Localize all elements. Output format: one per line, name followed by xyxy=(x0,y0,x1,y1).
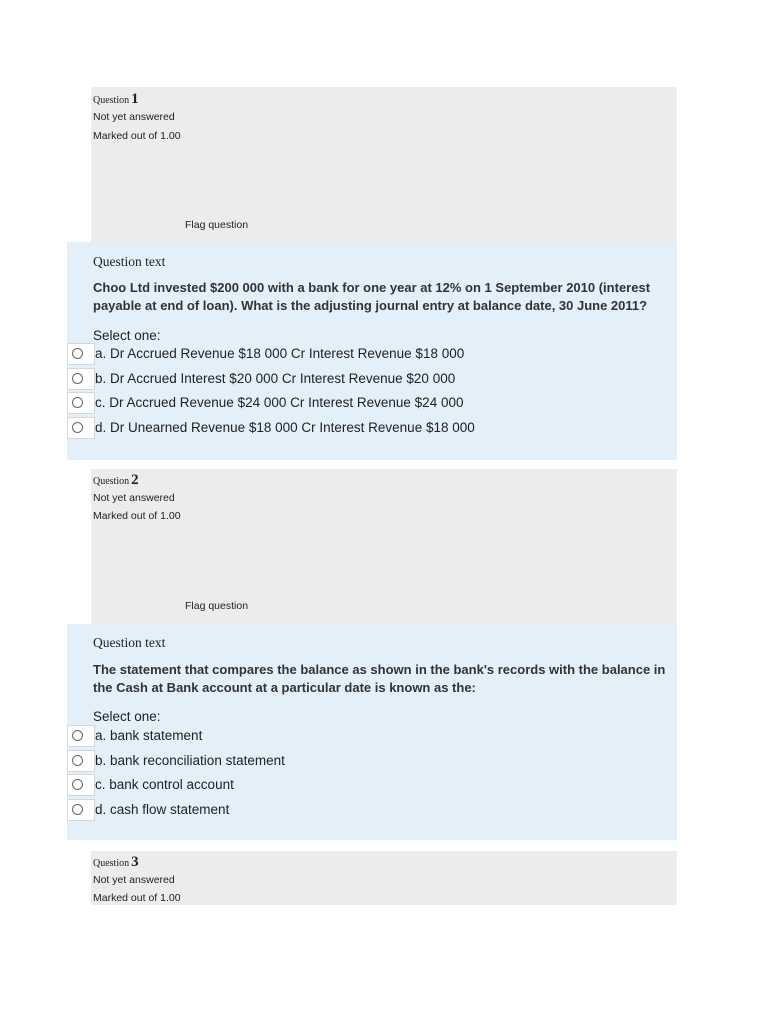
radio-icon[interactable] xyxy=(72,779,83,790)
question-1-info xyxy=(91,87,677,242)
answer-option-label[interactable]: d. Dr Unearned Revenue $18 000 Cr Interest Revenue $18 000 xyxy=(95,420,475,435)
question-2-content xyxy=(67,624,677,840)
question-label: Question xyxy=(93,95,130,106)
question-text: The statement that compares the balance as shown in the bank's records with the balance in the Cash at Bank account at a particular date is known as the: xyxy=(93,662,666,695)
question-marks: Marked out of 1.00 xyxy=(93,510,181,522)
answer-option-label[interactable]: c. Dr Accrued Revenue $24 000 Cr Interest Revenue $24 000 xyxy=(95,395,464,410)
radio-box[interactable] xyxy=(67,368,95,390)
answer-option[interactable] xyxy=(67,799,667,823)
question-number-value: 1 xyxy=(131,91,139,107)
answer-option[interactable] xyxy=(67,417,667,441)
answer-option-label[interactable]: d. cash flow statement xyxy=(95,802,230,817)
answer-option-label[interactable]: a. Dr Accrued Revenue $18 000 Cr Interest Revenue $18 000 xyxy=(95,346,465,361)
radio-box[interactable] xyxy=(67,725,95,747)
radio-icon[interactable] xyxy=(72,373,83,384)
question-number xyxy=(93,472,139,489)
answer-option-label[interactable]: c. bank control account xyxy=(95,777,234,792)
question-number-value: 3 xyxy=(131,854,139,870)
question-text-label: Question text xyxy=(93,635,166,650)
answer-option[interactable] xyxy=(67,725,667,749)
answer-option[interactable] xyxy=(67,343,667,367)
flag-question-link[interactable]: Flag question xyxy=(185,600,249,612)
radio-icon[interactable] xyxy=(72,422,83,433)
question-state: Not yet answered xyxy=(93,492,175,504)
flag-question-link[interactable]: Flag question xyxy=(185,219,249,231)
question-state: Not yet answered xyxy=(93,111,175,123)
answer-option-label[interactable]: b. bank reconciliation statement xyxy=(95,753,285,768)
question-2-info xyxy=(91,469,677,624)
question-state: Not yet answered xyxy=(93,874,175,886)
answer-option[interactable] xyxy=(67,368,667,392)
radio-icon[interactable] xyxy=(72,730,83,741)
radio-box[interactable] xyxy=(67,750,95,772)
select-one-label: Select one: xyxy=(93,328,161,343)
radio-icon[interactable] xyxy=(72,348,83,359)
radio-icon[interactable] xyxy=(72,397,83,408)
radio-icon[interactable] xyxy=(72,755,83,766)
answer-option[interactable] xyxy=(67,750,667,774)
select-one-label: Select one: xyxy=(93,709,161,724)
radio-box[interactable] xyxy=(67,774,95,796)
question-label: Question xyxy=(93,858,130,869)
question-number-value: 2 xyxy=(131,472,139,488)
radio-box[interactable] xyxy=(67,392,95,414)
answer-option-label[interactable]: a. bank statement xyxy=(95,728,203,743)
question-number xyxy=(93,91,139,108)
question-text: Choo Ltd invested $200 000 with a bank for one year at 12% on 1 September 2010 (interest payable at end of loan). What is the adjusting journal entry at balance date, 30 June 2011? xyxy=(93,280,651,313)
radio-icon[interactable] xyxy=(72,804,83,815)
radio-box[interactable] xyxy=(67,417,95,439)
question-marks: Marked out of 1.00 xyxy=(93,130,181,142)
radio-box[interactable] xyxy=(67,343,95,365)
question-3-info xyxy=(91,851,677,905)
answer-option[interactable] xyxy=(67,392,667,416)
answer-option[interactable] xyxy=(67,774,667,798)
question-number xyxy=(93,854,139,871)
radio-box[interactable] xyxy=(67,799,95,821)
answer-option-label[interactable]: b. Dr Accrued Interest $20 000 Cr Interest Revenue $20 000 xyxy=(95,371,456,386)
question-label: Question xyxy=(93,476,130,487)
question-text-label: Question text xyxy=(93,254,166,269)
question-marks: Marked out of 1.00 xyxy=(93,892,181,904)
question-1-content xyxy=(67,242,677,460)
